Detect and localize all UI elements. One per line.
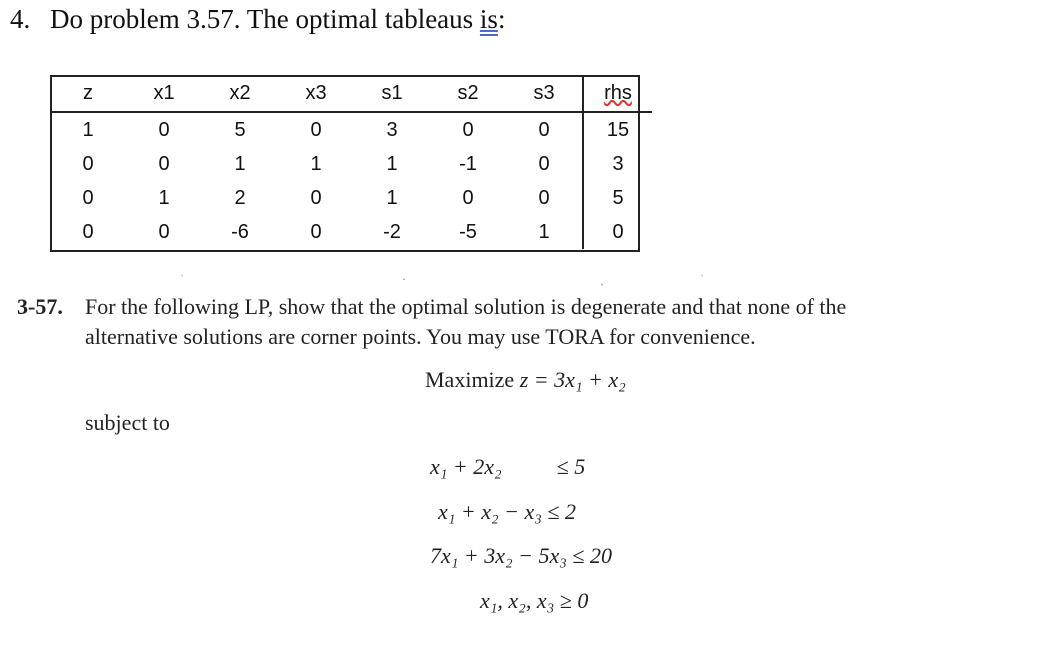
table-cell: -1 — [459, 152, 477, 175]
objective-expression: z = 3x₁ + x₂ — [519, 367, 626, 392]
table-cell: 0 — [82, 186, 94, 209]
scan-mark: ˈ — [180, 272, 184, 286]
table-cell: 0 — [158, 220, 170, 243]
table-cell: 0 — [310, 118, 322, 141]
table-cell: 3 — [386, 118, 398, 141]
col-header-s1: s1 — [354, 75, 430, 112]
table-cell: 0 — [538, 186, 550, 209]
table-cell: 3 — [583, 147, 652, 181]
table-row — [50, 147, 652, 181]
optimal-tableau — [50, 75, 652, 249]
question-underlined-word: is — [479, 4, 498, 34]
question-text: Do problem 3.57. The optimal tableaus — [50, 4, 480, 34]
table-cell: -5 — [459, 220, 477, 243]
table-cell: -6 — [231, 220, 249, 243]
table-cell: 1 — [82, 118, 94, 141]
table-cell: 0 — [538, 118, 550, 141]
table-cell: 5 — [583, 181, 652, 215]
col-header-s3: s3 — [506, 75, 583, 112]
col-header-x3: x3 — [278, 75, 354, 112]
table-cell: 1 — [538, 220, 550, 243]
scan-mark: · — [402, 272, 406, 286]
col-header-z: z — [50, 75, 126, 112]
tableau-header-row — [50, 75, 652, 112]
table-cell: 0 — [538, 152, 550, 175]
table-cell: -2 — [383, 220, 401, 243]
table-cell: 0 — [158, 118, 170, 141]
table-cell: 1 — [386, 186, 398, 209]
table-cell: 15 — [583, 112, 652, 147]
table-row — [50, 112, 652, 147]
problem-line-1: For the following LP, show that the optimal solution is degenerate and that none of the — [85, 294, 847, 319]
problem-number: 3-57. — [17, 294, 63, 319]
constraint-1: x₁ + 2x₂ ≤ 5 — [430, 454, 586, 479]
table-cell: 5 — [234, 118, 246, 141]
constraint-3: 7x₁ + 3x₂ − 5x₃ ≤ 20 — [430, 543, 613, 568]
objective-label: Maximize — [425, 367, 515, 392]
question-number: 4. — [10, 4, 31, 34]
table-cell: 0 — [462, 186, 474, 209]
problem-statement — [17, 292, 846, 352]
question-heading — [10, 4, 505, 35]
col-header-s2: s2 — [430, 75, 506, 112]
table-cell: 0 — [310, 186, 322, 209]
table-cell: 1 — [234, 152, 246, 175]
subject-to-label: subject to — [85, 410, 170, 435]
table-cell: 0 — [310, 220, 322, 243]
col-header-x1: x1 — [126, 75, 202, 112]
scan-mark: ˈ — [700, 272, 704, 286]
col-header-rhs: rhs — [583, 75, 652, 112]
table-cell: 1 — [158, 186, 170, 209]
table-row — [50, 215, 652, 249]
table-cell: 2 — [234, 186, 246, 209]
table-row — [50, 181, 652, 215]
table-cell: 0 — [583, 215, 652, 249]
scan-mark: ˎ — [600, 272, 604, 286]
question-colon: : — [497, 4, 506, 34]
col-header-x2: x2 — [202, 75, 278, 112]
table-cell: 0 — [158, 152, 170, 175]
objective-function — [425, 367, 626, 393]
table-cell: 0 — [462, 118, 474, 141]
problem-line-2: alternative solutions are corner points. You may use TORA for convenience. — [85, 324, 756, 349]
table-cell: 1 — [386, 152, 398, 175]
nonnegativity-constraint: x₁, x₂, x₃ ≥ 0 — [480, 588, 589, 613]
table-cell: 1 — [310, 152, 322, 175]
table-cell: 0 — [82, 152, 94, 175]
constraint-2: x₁ + x₂ − x₃ ≤ 2 — [438, 499, 577, 524]
table-cell: 0 — [82, 220, 94, 243]
